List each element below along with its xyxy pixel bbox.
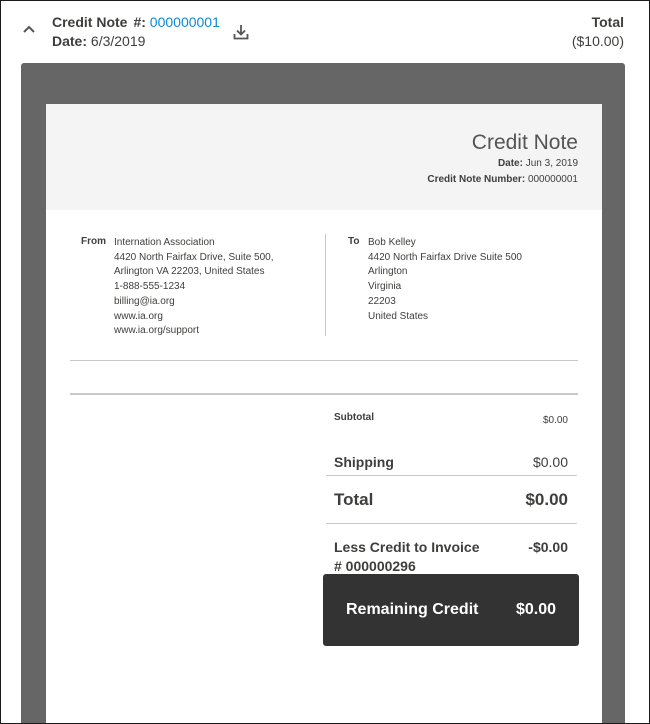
from-phone: 1-888-555-1234 xyxy=(114,281,186,293)
remaining-credit-label: Remaining Credit xyxy=(346,601,479,618)
document-date-value: Jun 3, 2019 xyxy=(525,158,578,169)
document-number-value: 000000001 xyxy=(527,174,578,185)
address-divider xyxy=(325,234,326,336)
from-email: billing@ia.org xyxy=(114,295,175,307)
less-credit-label: Less Credit to Invoice # 000000296 xyxy=(334,539,480,574)
hash-label: #: xyxy=(133,14,146,30)
from-line: 4420 North Fairfax Drive, Suite 500, xyxy=(114,251,274,263)
document-title: Credit Note xyxy=(471,131,578,154)
date-value: 6/3/2019 xyxy=(90,33,146,49)
divider xyxy=(70,393,578,395)
from-address xyxy=(114,236,274,339)
document-number-label: Credit Note Number: xyxy=(427,174,526,185)
divider xyxy=(70,360,578,361)
shipping-label: Shipping xyxy=(334,454,394,470)
document-header xyxy=(46,104,602,210)
subtotal-value: $0.00 xyxy=(542,415,568,426)
subtotal-label: Subtotal xyxy=(334,412,374,423)
download-icon[interactable] xyxy=(232,23,250,41)
from-line: Arlington VA 22203, United States xyxy=(114,266,265,278)
remaining-credit-value: $0.00 xyxy=(515,601,556,618)
to-line: Virginia xyxy=(368,281,402,293)
to-line: 4420 North Fairfax Drive Suite 500 xyxy=(368,251,522,263)
divider xyxy=(326,475,577,476)
chevron-up-icon[interactable] xyxy=(21,21,37,37)
shipping-value: $0.00 xyxy=(532,454,568,470)
document-number xyxy=(427,174,578,185)
document-total-value: $0.00 xyxy=(525,490,568,509)
from-label: From xyxy=(81,236,106,247)
date-label: Date: xyxy=(52,33,88,49)
to-address xyxy=(368,236,522,324)
credit-note-document xyxy=(46,104,602,724)
credit-note-date xyxy=(52,33,145,49)
from-line: Internation Association xyxy=(114,237,215,248)
total-value: ($10.00) xyxy=(571,33,624,49)
document-date-label: Date: xyxy=(497,158,523,169)
document-date xyxy=(498,158,578,169)
remaining-credit-box xyxy=(323,574,579,646)
less-credit-value: -$0.00 xyxy=(528,539,568,555)
credit-note-heading xyxy=(52,14,220,30)
total-label: Total xyxy=(591,14,624,30)
document-viewer[interactable] xyxy=(21,63,625,724)
to-line: Arlington xyxy=(368,266,408,278)
from-website: www.ia.org xyxy=(114,310,163,322)
divider xyxy=(326,523,577,524)
to-line: Bob Kelley xyxy=(368,237,416,248)
to-line: United States xyxy=(368,310,429,322)
credit-note-label: Credit Note xyxy=(52,14,128,30)
credit-note-number-link[interactable]: 000000001 xyxy=(149,14,220,30)
to-label: To xyxy=(348,236,360,247)
from-support-url: www.ia.org/support xyxy=(114,325,200,337)
to-line: 22203 xyxy=(368,295,396,307)
document-total-label: Total xyxy=(334,490,374,509)
